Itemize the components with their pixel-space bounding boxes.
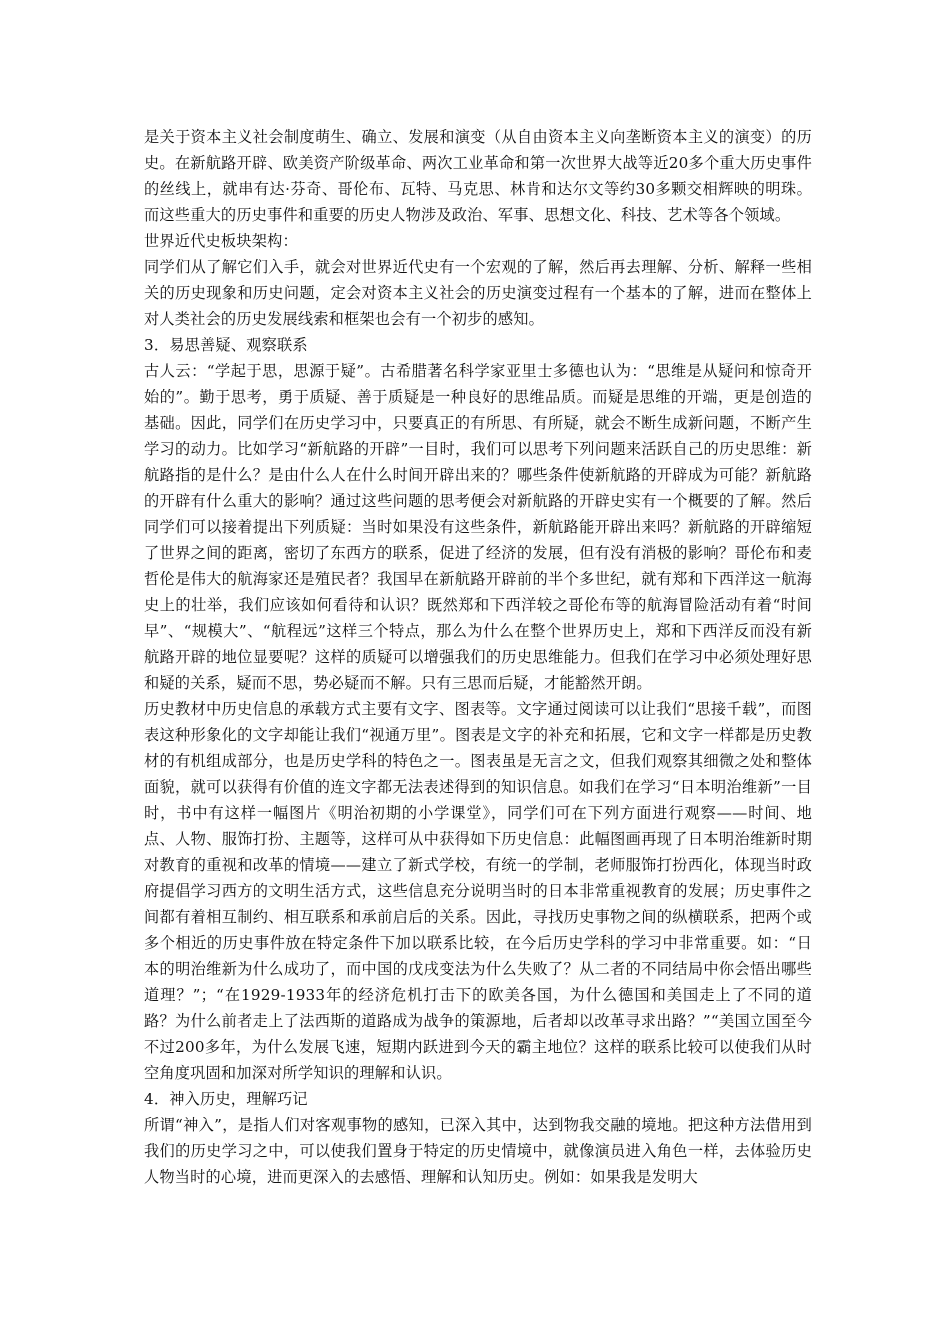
- paragraph-3: 同学们从了解它们入手，就会对世界近代史有一个宏观的了解，然后再去理解、分析、解释一些相关的历史现象和历史问题，定会对资本主义社会的历史演变过程有一个基本的了解，进而在整体上对人类社会的历史发展线索和框架也会有一个初步的感知。: [144, 258, 812, 328]
- section-heading-3: 3．易思善疑、观察联系: [144, 336, 308, 354]
- paragraph-1: 是关于资本主义社会制度萌生、确立、发展和演变（从自由资本主义向垄断资本主义的演变）的历史。在新航路开辟、欧美资产阶级革命、两次工业革命和第一次世界大战等近20多个重大历史事件的丝线上，就串有达·芬奇、哥伦布、瓦特、马克思、林肯和达尔文等约30多颗交相辉映的明珠。而这些重大的历史事件和重要的历史人物涉及政治、军事、思想文化、科技、艺术等各个领域。: [144, 128, 812, 224]
- paragraph-4: 古人云：“学起于思，思源于疑”。古希腊著名科学家亚里士多德也认为：“思维是从疑问和惊奇开始的”。勤于思考，勇于质疑、善于质疑是一种良好的思维品质。而疑是思维的开端，更是创造的基础。因此，同学们在历史学习中，只要真正的有所思、有所疑，就会不断生成新问题，不断产生学习的动力。比如学习“新航路的开辟”一目时，我们可以思考下列问题来活跃自己的历史思维：新航路指的是什么？是由什么人在什么时间开辟出来的？哪些条件使新航路的开辟成为可能？新航路的开辟有什么重大的影响？通过这些问题的思考便会对新航路的开辟史实有一个概要的了解。然后同学们可以接着提出下列质疑：当时如果没有这些条件，新航路能开辟出来吗？新航路的开辟缩短了世界之间的距离，密切了东西方的联系，促进了经济的发展，但有没有消极的影响？哥伦布和麦哲伦是伟大的航海家还是殖民者？我国早在新航路开辟前的半个多世纪，就有郑和下西洋这一航海史上的壮举，我们应该如何看待和认识？既然郑和下西洋较之哥伦布等的航海冒险活动有着“时间早”、“规模大”、“航程远”这样三个特点，那么为什么在整个世界历史上，郑和下西洋反而没有新航路开辟的地位显要呢？这样的质疑可以增强我们的历史思维能力。但我们在学习中必须处理好思和疑的关系，疑而不思，势必疑而不解。只有三思而后疑，才能豁然开朗。: [144, 362, 812, 692]
- paragraph-2: 世界近代史板块架构：: [144, 232, 298, 250]
- document-body: [144, 124, 812, 1190]
- paragraph-6: 所谓“神入”，是指人们对客观事物的感知，已深入其中，达到物我交融的境地。把这种方法借用到我们的历史学习之中，可以使我们置身于特定的历史情境中，就像演员进入角色一样，去体验历史人物当时的心境，进而更深入的去感悟、理解和认知历史。例如：如果我是发明大: [144, 1116, 812, 1186]
- section-heading-4: 4．神入历史，理解巧记: [144, 1090, 308, 1108]
- paragraph-5: 历史教材中历史信息的承载方式主要有文字、图表等。文字通过阅读可以让我们“思接千载”，而图表这种形象化的文字却能让我们“视通万里”。图表是文字的补充和拓展，它和文字一样都是历史教材的有机组成部分，也是历史学科的特色之一。图表虽是无言之文，但我们观察其细微之处和整体面貌，就可以获得有价值的连文字都无法表述得到的知识信息。如我们在学习“日本明治维新”一目时，书中有这样一幅图片《明治初期的小学课堂》，同学们可在下列方面进行观察——时间、地点、人物、服饰打扮、主题等，这样可从中获得如下历史信息：此幅图画再现了日本明治维新时期对教育的重视和改革的情境——建立了新式学校，有统一的学制，老师服饰打扮西化，体现当时政府提倡学习西方的文明生活方式，这些信息充分说明当时的日本非常重视教育的发展；历史事件之间都有着相互制约、相互联系和承前启后的关系。因此，寻找历史事物之间的纵横联系，把两个或多个相近的历史事件放在特定条件下加以联系比较，在今后历史学科的学习中非常重要。如：“日本的明治维新为什么成功了，而中国的戊戌变法为什么失败了？从二者的不同结局中你会悟出哪些道理？”；“在1929-1933年的经济危机打击下的欧美各国，为什么德国和美国走上了不同的道路？为什么前者走上了法西斯的道路成为战争的策源地，后者却以改革寻求出路？”“美国立国至今不过200多年，为什么发展飞速，短期内跃进到今天的霸主地位？这样的联系比较可以使我们从时空角度巩固和加深对所学知识的理解和认识。: [144, 700, 812, 1082]
